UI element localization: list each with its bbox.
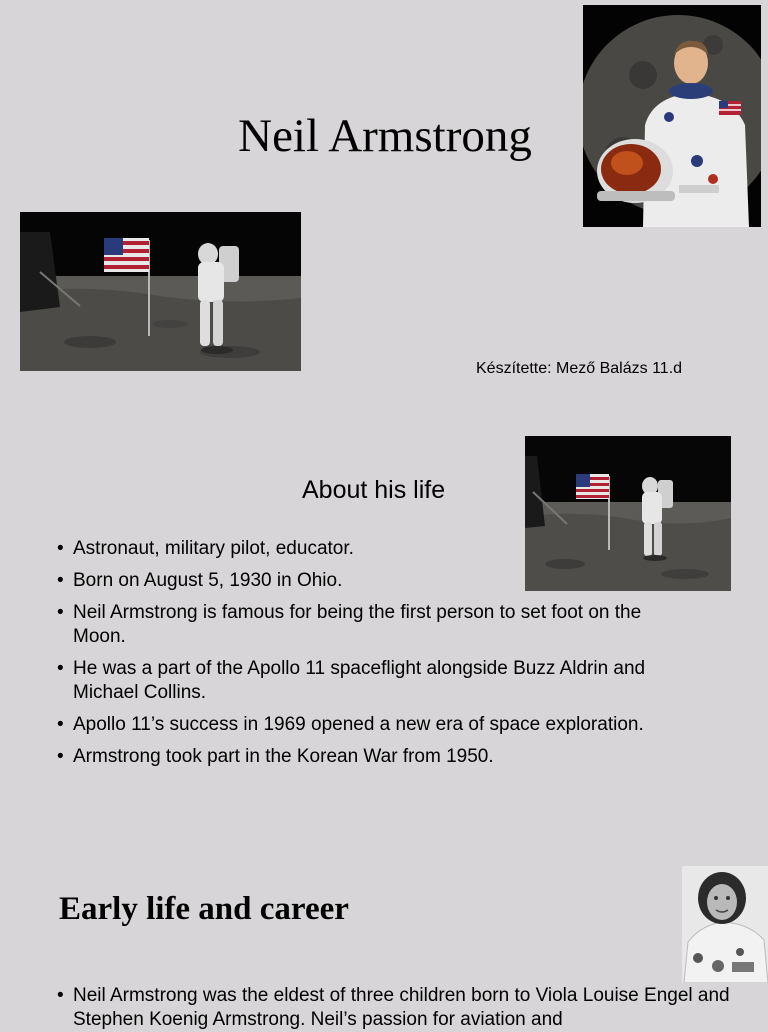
list-item: • Neil Armstrong is famous for being the first person to set foot on the Moon. [57,601,697,649]
list-item: • Born on August 5, 1930 in Ohio. [57,569,697,593]
early-life-bullet-list [57,984,757,1032]
about-bullet-list [57,537,697,777]
slide-title: Neil Armstrong [238,110,532,162]
astronaut-bw-photo [682,866,768,983]
about-heading: About his life [302,476,446,504]
list-item: • He was a part of the Apollo 11 spaceflight alongside Buzz Aldrin and Michael Collins. [57,657,697,705]
astronaut-portrait-image [583,5,761,227]
early-life-heading: Early life and career [59,891,349,927]
list-item: • Astronaut, military pilot, educator. [57,537,697,561]
moon-landing-flag-image [20,212,301,371]
list-item: • Apollo 11’s success in 1969 opened a new era of space exploration. [57,713,697,737]
author-credit: Készítette: Mező Balázs 11.d [476,360,683,377]
list-item: • Neil Armstrong was the eldest of three children born to Viola Louise Engel and Stephen Koenig Armstrong. Neil’s passion for aviation and [57,984,757,1032]
list-item: • Armstrong took part in the Korean War from 1950. [57,745,697,769]
